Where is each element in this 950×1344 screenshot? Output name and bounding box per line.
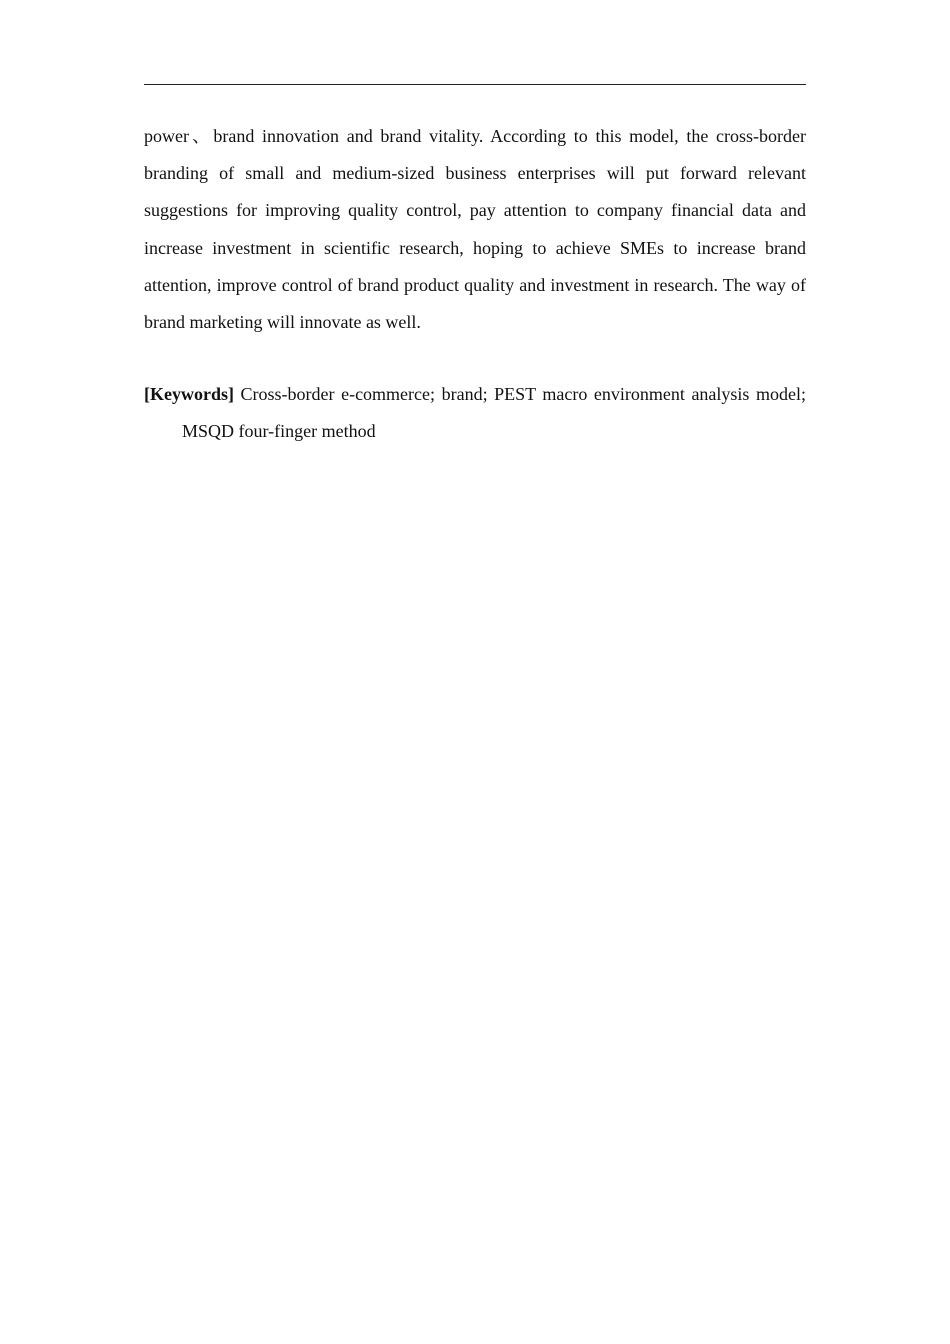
- keywords-text: Cross-border e-commerce; brand; PEST macro environment analysis model; MSQD four-finger method: [182, 384, 806, 442]
- header-rule: [144, 84, 806, 85]
- keywords-paragraph: [144, 376, 806, 450]
- abstract-paragraph: power、brand innovation and brand vitality. According to this model, the cross-border branding of small and medium-sized business enterprises will put forward relevant suggestions for improving quality control, pay attention to company financial data and increase investment in scientific research, hoping to achieve SMEs to increase brand attention, improve control of brand product quality and investment in research. The way of brand marketing will innovate as well.: [144, 126, 806, 333]
- keywords-label: [Keywords]: [144, 384, 234, 404]
